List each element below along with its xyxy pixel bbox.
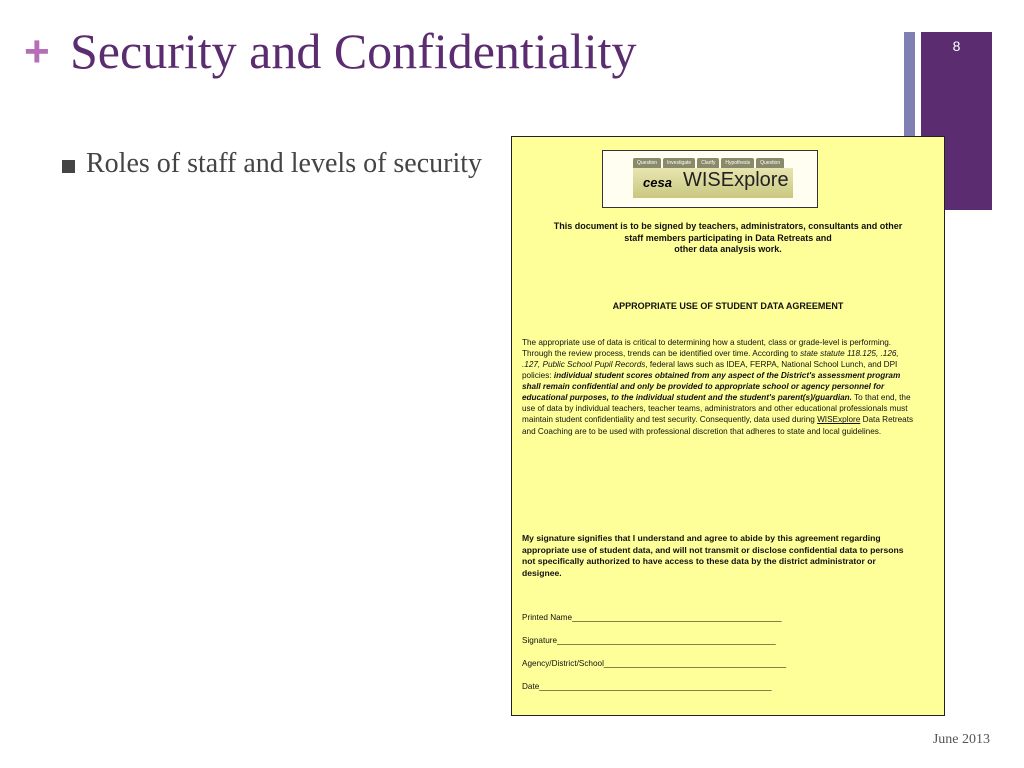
intro-line: This document is to be signed by teachers, administrators, consultants and other	[553, 221, 903, 231]
field-label: Date	[522, 682, 540, 691]
plus-icon: +	[24, 27, 50, 76]
field-printed-name	[522, 613, 782, 622]
field-line: ________________________________________________	[557, 636, 776, 645]
wisexplore-logo	[602, 150, 818, 208]
logo-tab: Question	[633, 158, 661, 168]
decorative-bar-blue	[904, 32, 915, 136]
slide-number: 8	[952, 38, 961, 54]
para-text: , federal laws such as IDEA, FERPA, National School Lunch, and DPI policies:	[522, 360, 898, 381]
para-statute: state statute 118.125, .126, .127, Public School Pupil Records	[522, 349, 899, 370]
logo-tab: Clarify	[697, 158, 719, 168]
agreement-paragraph	[522, 337, 917, 437]
field-line: ______________________________________________	[572, 613, 782, 622]
bullet-square-icon	[62, 160, 75, 173]
field-date	[522, 682, 772, 691]
intro-line: other data analysis work.	[674, 244, 782, 255]
agreement-document-image	[511, 136, 945, 716]
para-text: The appropriate use of data is critical to determining how a student, class or grade-level is performing. Through the review process, trends can be identified over time. According to	[522, 338, 892, 359]
para-text: Data Retreats and Coaching are to be used with professional discretion that adheres to state and local guidelines.	[522, 415, 914, 436]
bullet-list	[62, 146, 502, 182]
logo-name: WISExplore	[683, 169, 789, 191]
logo-tab: Hypothesis	[721, 158, 754, 168]
para-emphasis: individual student scores obtained from any aspect of the District's assessment program shall remain confidential and only be provided to appropriate school or agency personnel for educational purposes, to the individual student and the student's parent(s)/guardian.	[522, 371, 901, 403]
logo-tabs	[633, 158, 784, 168]
intro-line: staff members participating in Data Retreats and	[624, 232, 832, 243]
logo-tab: Investigate	[663, 158, 695, 168]
field-line: ___________________________________________________	[539, 682, 772, 691]
logo-tab: Question	[756, 158, 784, 168]
bullet-item: Roles of staff and levels of security	[86, 148, 483, 179]
field-line: ________________________________________	[603, 659, 787, 668]
document-intro	[522, 221, 934, 256]
field-label: Agency/District/School	[522, 659, 604, 668]
logo-cesa: cesa	[643, 175, 672, 190]
signature-statement: My signature signifies that I understand and agree to abide by this agreement regarding appropriate use of student data, and will not transmit or disclose confidential data to persons not specifically authorized to have access to these data by the district administrator or designee.	[522, 533, 904, 578]
agreement-title: APPROPRIATE USE OF STUDENT DATA AGREEMENT	[612, 301, 844, 311]
para-text: To that end, the use of data by individual teachers, teacher teams, administrators and other educational professionals must maintain student confidentiality and test security. Consequently, data used during	[522, 393, 911, 425]
field-label: Printed Name	[522, 613, 573, 622]
field-agency	[522, 659, 786, 668]
field-label: Signature	[522, 636, 558, 645]
footer-date: June 2013	[932, 732, 990, 747]
para-link: WISExplore	[817, 415, 861, 425]
slide-title: Security and Confidentiality	[70, 23, 637, 79]
field-signature	[522, 636, 776, 645]
